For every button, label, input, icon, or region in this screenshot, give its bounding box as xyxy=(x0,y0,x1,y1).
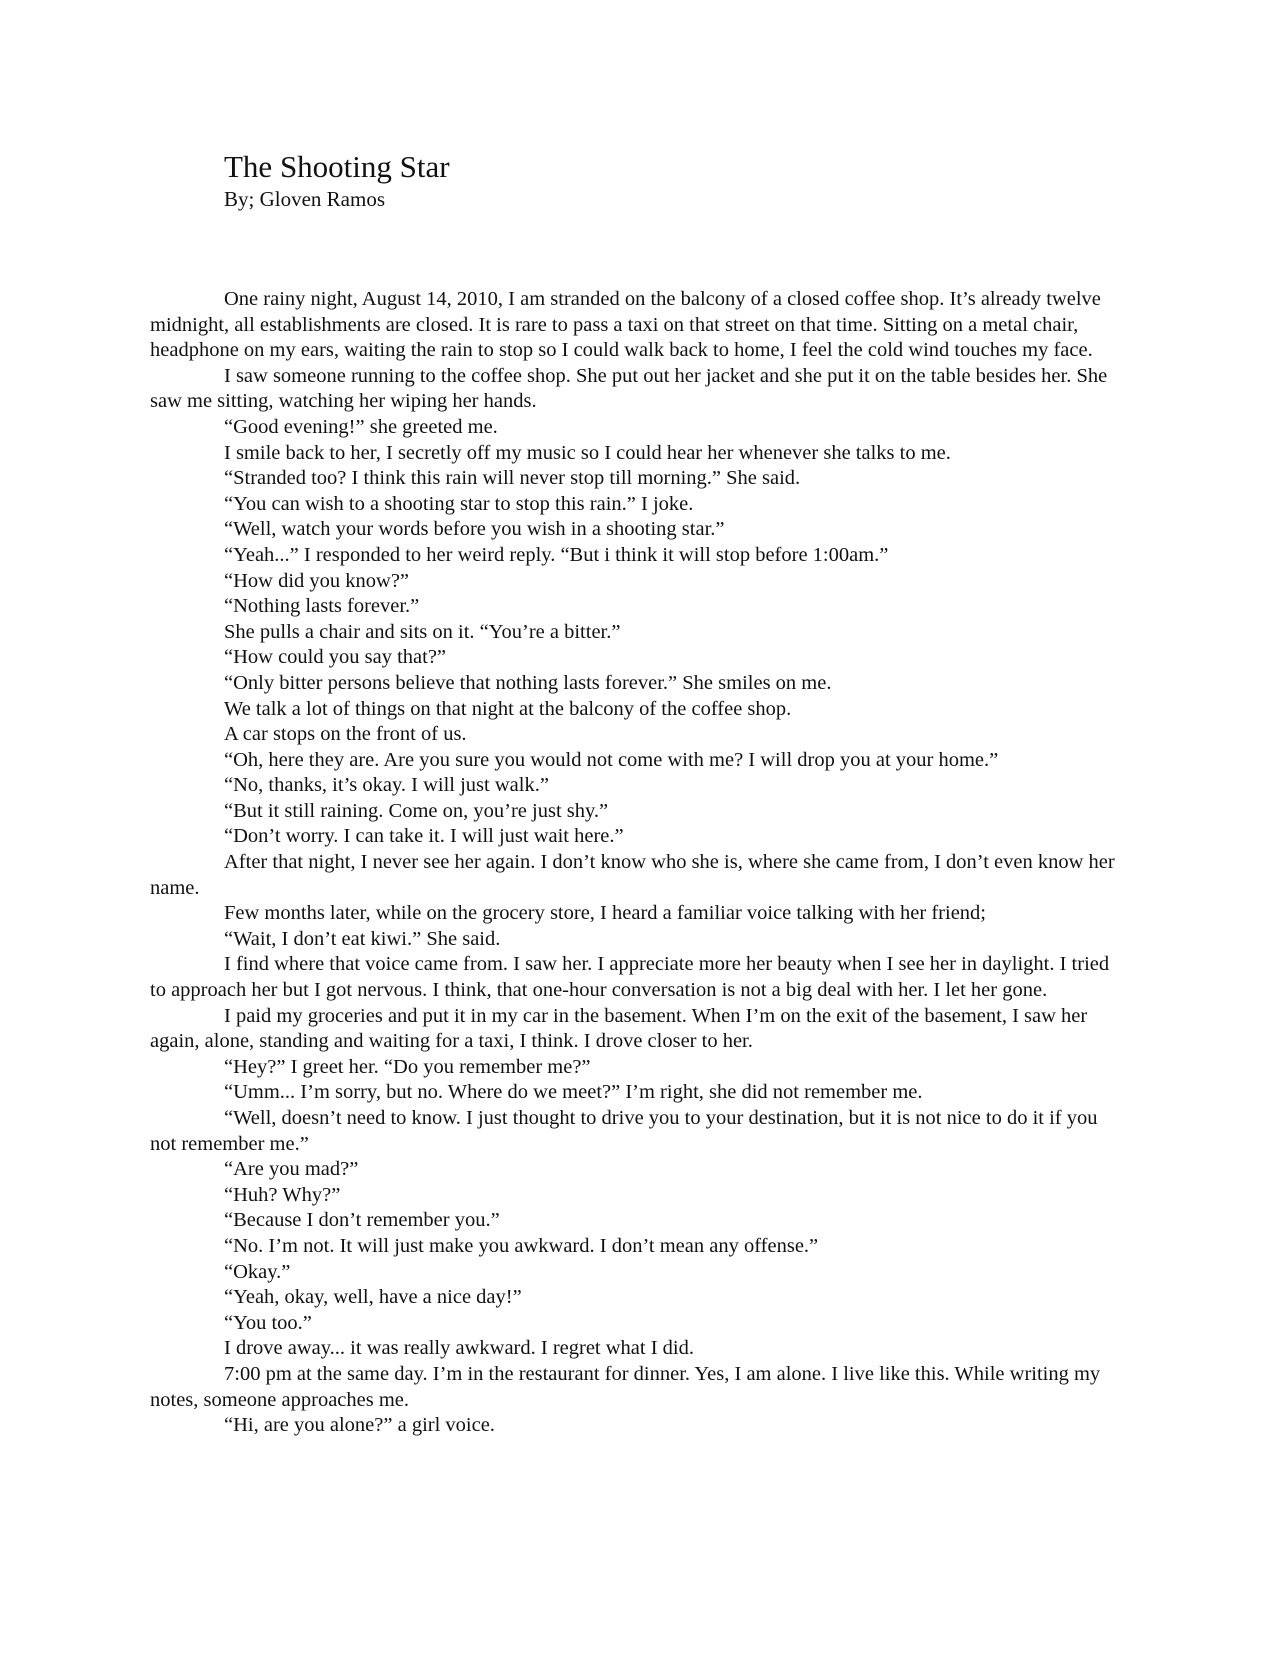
story-paragraph: We talk a lot of things on that night at the balcony of the coffee shop. xyxy=(224,697,792,720)
story-paragraph: “No. I’m not. It will just make you awkward. I don’t mean any offense.” xyxy=(224,1234,819,1257)
story-paragraph: “Well, doesn’t need to know. I just thought to drive you to your destination, but it is not nice to do it if you not remember me.” xyxy=(150,1107,1098,1155)
story-paragraph: I smile back to her, I secretly off my music so I could hear her whenever she talks to me. xyxy=(224,441,951,464)
story-paragraph: “Well, watch your words before you wish in a shooting star.” xyxy=(224,518,725,541)
story-paragraph: “Good evening!” she greeted me. xyxy=(224,415,498,438)
story-paragraph: Few months later, while on the grocery store, I heard a familiar voice talking with her friend; xyxy=(224,902,986,925)
story-paragraph: I drove away... it was really awkward. I regret what I did. xyxy=(224,1337,694,1360)
document-header xyxy=(224,148,450,212)
story-paragraph: “Yeah, okay, well, have a nice day!” xyxy=(224,1286,522,1309)
story-paragraph: I find where that voice came from. I saw her. I appreciate more her beauty when I see her in daylight. I tried to approach her but I got nervous. I think, that one-hour conversation is not a big deal with her. I let her gone. xyxy=(150,953,1110,1002)
author-byline: By; Gloven Ramos xyxy=(224,187,385,211)
story-paragraph: I saw someone running to the coffee shop. She put out her jacket and she put it on the table besides her. She saw me sitting, watching her wiping her hands. xyxy=(150,364,1108,413)
story-paragraph: “Wait, I don’t eat kiwi.” She said. xyxy=(224,927,501,950)
story-paragraph: “Nothing lasts forever.” xyxy=(224,595,420,618)
story-paragraph: “Huh? Why?” xyxy=(224,1183,341,1206)
story-paragraph: “No, thanks, it’s okay. I will just walk.” xyxy=(224,774,549,797)
story-paragraph: One rainy night, August 14, 2010, I am stranded on the balcony of a closed coffee shop. It’s already twelve midnight, all establishments are closed. It is rare to pass a taxi on that street on that time. Sitting on a metal chair, headphone on my ears, waiting the rain to stop so I could walk back to home, I feel the cold wind touches my face. xyxy=(150,288,1101,362)
story-paragraph: “How could you say that?” xyxy=(224,646,447,669)
story-paragraph: “Okay.” xyxy=(224,1260,291,1283)
story-paragraph: “Because I don’t remember you.” xyxy=(224,1209,500,1232)
story-paragraph: She pulls a chair and sits on it. “You’re a bitter.” xyxy=(224,620,621,643)
story-paragraph: 7:00 pm at the same day. I’m in the restaurant for dinner. Yes, I am alone. I live like this. While writing my notes, someone approaches me. xyxy=(150,1362,1101,1411)
story-paragraph: “Hi, are you alone?” a girl voice. xyxy=(224,1414,495,1437)
story-paragraph: “Hey?” I greet her. “Do you remember me?” xyxy=(224,1055,591,1078)
story-paragraph: “Stranded too? I think this rain will never stop till morning.” She said. xyxy=(224,467,801,490)
document-title: The Shooting Star xyxy=(224,149,450,184)
story-paragraph: “You can wish to a shooting star to stop this rain.” I joke. xyxy=(224,492,694,515)
story-body xyxy=(150,287,1125,1439)
story-paragraph: “But it still raining. Come on, you’re just shy.” xyxy=(224,799,609,822)
story-paragraph: “Umm... I’m sorry, but no. Where do we meet?” I’m right, she did not remember me. xyxy=(224,1081,923,1104)
story-paragraph: “You too.” xyxy=(224,1311,312,1334)
story-paragraph: “Yeah...” I responded to her weird reply. “But i think it will stop before 1:00am.” xyxy=(224,543,889,566)
story-paragraph: “Don’t worry. I can take it. I will just wait here.” xyxy=(224,825,624,848)
story-paragraph: “Oh, here they are. Are you sure you would not come with me? I will drop you at your home.” xyxy=(224,748,999,771)
story-paragraph: “Only bitter persons believe that nothing lasts forever.” She smiles on me. xyxy=(224,671,832,694)
story-paragraph: A car stops on the front of us. xyxy=(224,723,467,746)
story-paragraph: I paid my groceries and put it in my car in the basement. When I’m on the exit of the basement, I saw her again, alone, standing and waiting for a taxi, I think. I drove closer to her. xyxy=(150,1004,1088,1053)
story-paragraph: “How did you know?” xyxy=(224,569,410,592)
story-paragraph: “Are you mad?” xyxy=(224,1158,359,1181)
story-paragraph: After that night, I never see her again. I don’t know who she is, where she came from, I don’t even know her name. xyxy=(150,851,1115,899)
